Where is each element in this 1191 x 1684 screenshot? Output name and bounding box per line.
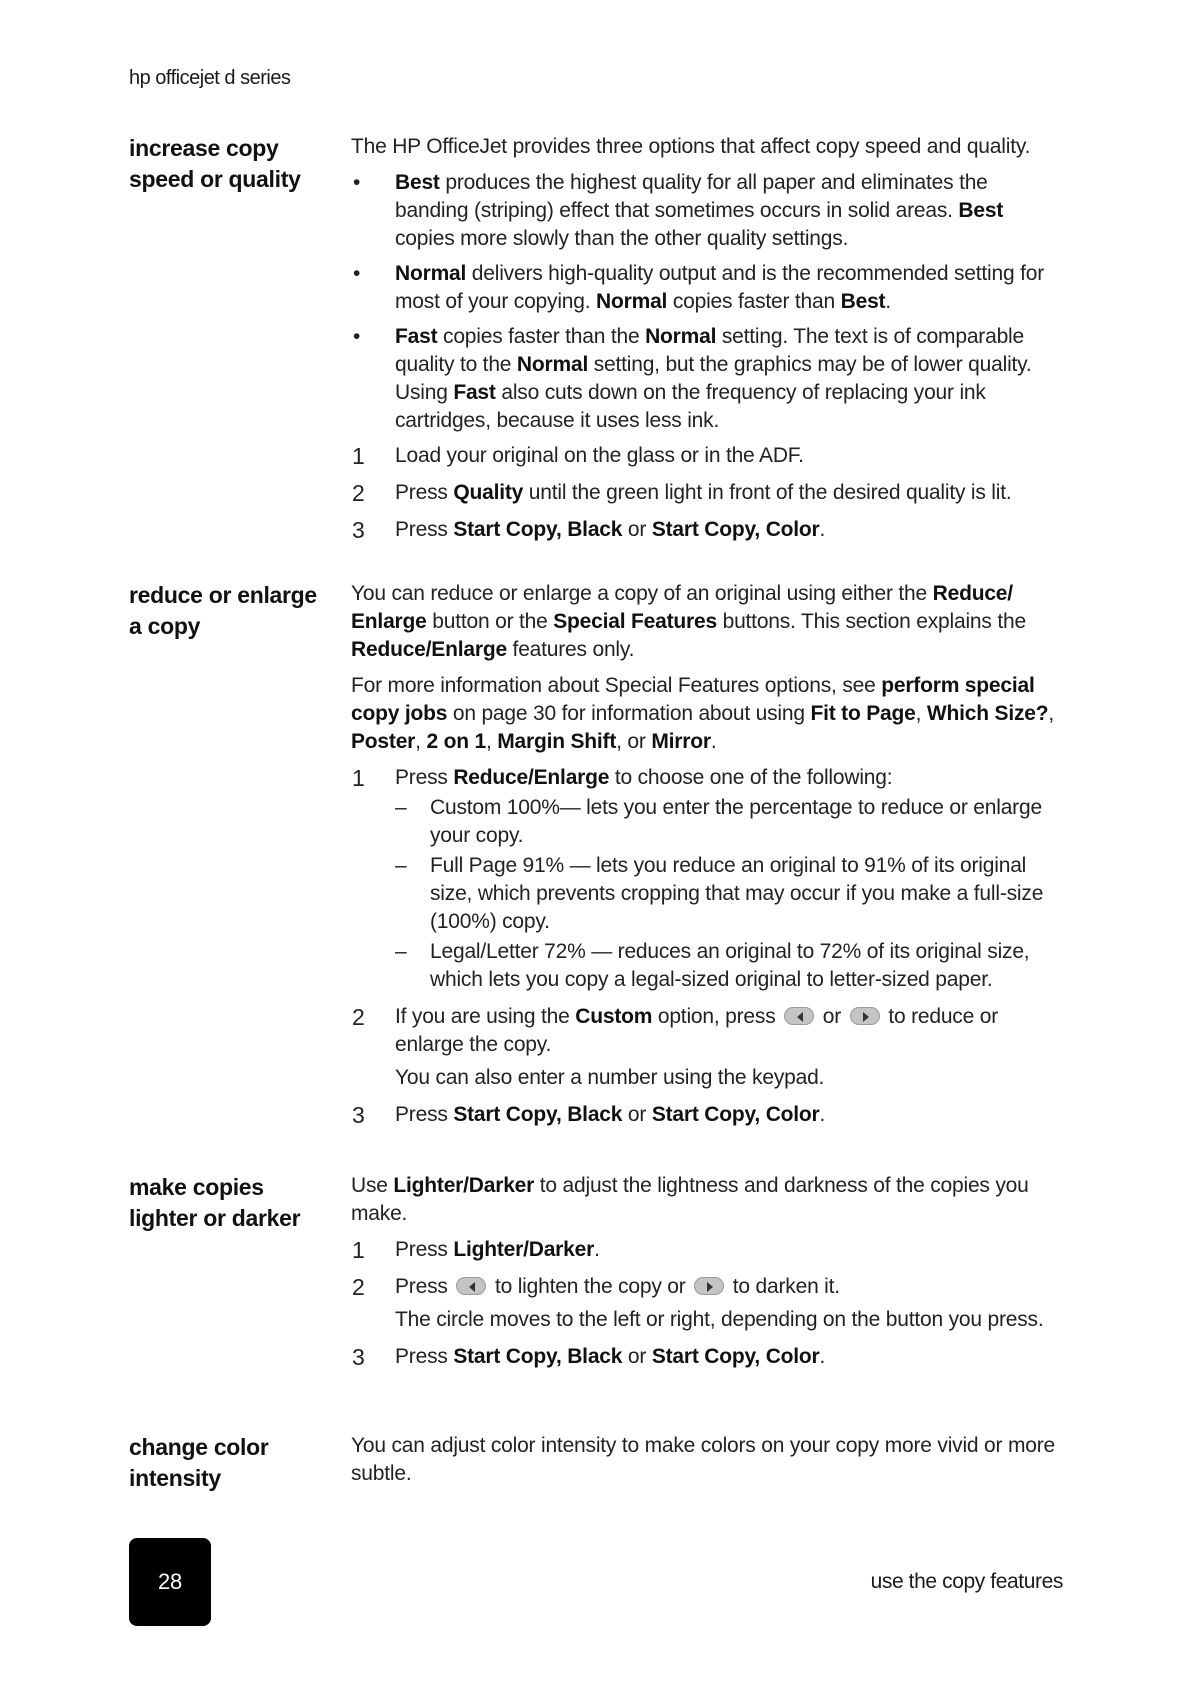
right-arrow-button-icon — [850, 1007, 880, 1025]
step-item: 2 Press to lighten the copy or to darken it. The circle moves to the left or right, depending on the button you press. — [351, 1273, 1063, 1334]
section-heading: reduce or enlarge a copy — [129, 582, 317, 639]
paragraph: Use Lighter/Darker to adjust the lightness and darkness of the copies you make. — [351, 1174, 1029, 1225]
option-item: – Legal/Letter 72% — reduces an original to 72% of its original size, which lets you copy a legal-sized original to letter-sized paper. — [395, 940, 1030, 991]
paragraph: You can adjust color intensity to make colors on your copy more vivid or more subtle. — [351, 1434, 1055, 1485]
step-number: 3 — [352, 1102, 365, 1128]
running-head: hp officejet d series — [129, 67, 291, 89]
page-number: 28 — [157, 1569, 183, 1594]
bullet-normal: • Normal delivers high-quality output and is the recommended setting for most of your copying. Normal copies faster than Best. — [353, 262, 1045, 313]
step-item: 3 Press Start Copy, Black or Start Copy, Color. — [352, 1102, 826, 1128]
step-number: 1 — [352, 443, 365, 469]
term-best: Best — [395, 171, 440, 194]
footer-chapter-title: use the copy features — [870, 1570, 1063, 1593]
step-item: 1 Load your original on the glass or in the ADF. — [352, 443, 804, 469]
section-body — [351, 1432, 1063, 1496]
term-fast: Fast — [395, 325, 438, 348]
intro-paragraph: The HP OfficeJet provides three options that affect copy speed and quality. — [351, 135, 1031, 158]
step-note: The circle moves to the left or right, depending on the button you press. — [395, 1308, 1044, 1331]
option-item: – Custom 100%— lets you enter the percentage to reduce or enlarge your copy. — [395, 796, 1042, 847]
section-heading: increase copy speed or quality — [129, 135, 301, 192]
bullet-fast: • Fast copies faster than the Normal setting. The text is of comparable quality to the Normal setting, but the graphics may be of lower quality. Using Fast also cuts down on the frequency of replacing your ink cartridges, because it uses less ink. — [353, 325, 1032, 432]
step-note: You can also enter a number using the keypad. — [395, 1066, 825, 1089]
step-item: 1 Press Reduce/Enlarge to choose one of the following: – Custom 100%— lets you enter the percentage to reduce or enlarge your copy. – Full Page 91% — lets you reduce an original to 91% of its original size, which prevents cropping that may occur if you make a full-size (100%) copy. – Legal/Letter 72% — reduces an original to 72% of its original size, which lets you copy a legal-sized original to letter-sized paper. — [351, 764, 1063, 994]
section-body — [351, 580, 1063, 1138]
section-body — [351, 133, 1063, 553]
section-heading: make copies lighter or darker — [129, 1174, 301, 1231]
term-normal: Normal — [395, 262, 467, 285]
step-number: 1 — [352, 1237, 365, 1263]
step-number: 2 — [352, 1274, 365, 1300]
step-item: 2 If you are using the Custom option, press or to reduce or enlarge the copy. You can also enter a number using the keypad. — [351, 1003, 1063, 1092]
bullet-mark: • — [353, 171, 361, 194]
step-item: 3 Press Start Copy, Black or Start Copy, Color. — [352, 1344, 826, 1370]
page-number-box — [129, 1538, 211, 1626]
step-item: 2 Press Quality until the green light in front of the desired quality is lit. — [352, 480, 1012, 506]
step-item: 1 Press Lighter/Darker. — [352, 1237, 600, 1263]
step-number: 2 — [352, 480, 365, 506]
step-number: 3 — [352, 1344, 365, 1370]
left-arrow-button-icon — [784, 1007, 814, 1025]
bullet-mark: • — [353, 262, 361, 285]
step-number: 1 — [352, 765, 365, 791]
step-number: 3 — [352, 517, 365, 543]
option-item: – Full Page 91% — lets you reduce an original to 91% of its original size, which prevents cropping that may occur if you make a full-size (100%) copy. — [395, 854, 1044, 933]
right-arrow-button-icon — [694, 1277, 724, 1295]
bullet-mark: • — [353, 325, 361, 348]
section-heading: change color intensity — [129, 1434, 269, 1491]
section-body — [351, 1172, 1063, 1380]
paragraph: You can reduce or enlarge a copy of an original using either the Reduce/ Enlarge button or the Special Features buttons. This section explains the Reduce/Enlarge features only. — [351, 582, 1026, 661]
bullet-best: • Best produces the highest quality for all paper and eliminates the banding (striping) effect that sometimes occurs in solid areas. Best copies more slowly than the other quality settings. — [353, 171, 1004, 250]
paragraph: For more information about Special Features options, see perform special copy jobs on page 30 for information about using Fit to Page, Which Size?, Poster, 2 on 1, Margin Shift, or Mirror. — [351, 674, 1055, 753]
step-number: 2 — [352, 1004, 365, 1030]
step-item: 3 Press Start Copy, Black or Start Copy, Color. — [352, 517, 826, 543]
left-arrow-button-icon — [456, 1277, 486, 1295]
